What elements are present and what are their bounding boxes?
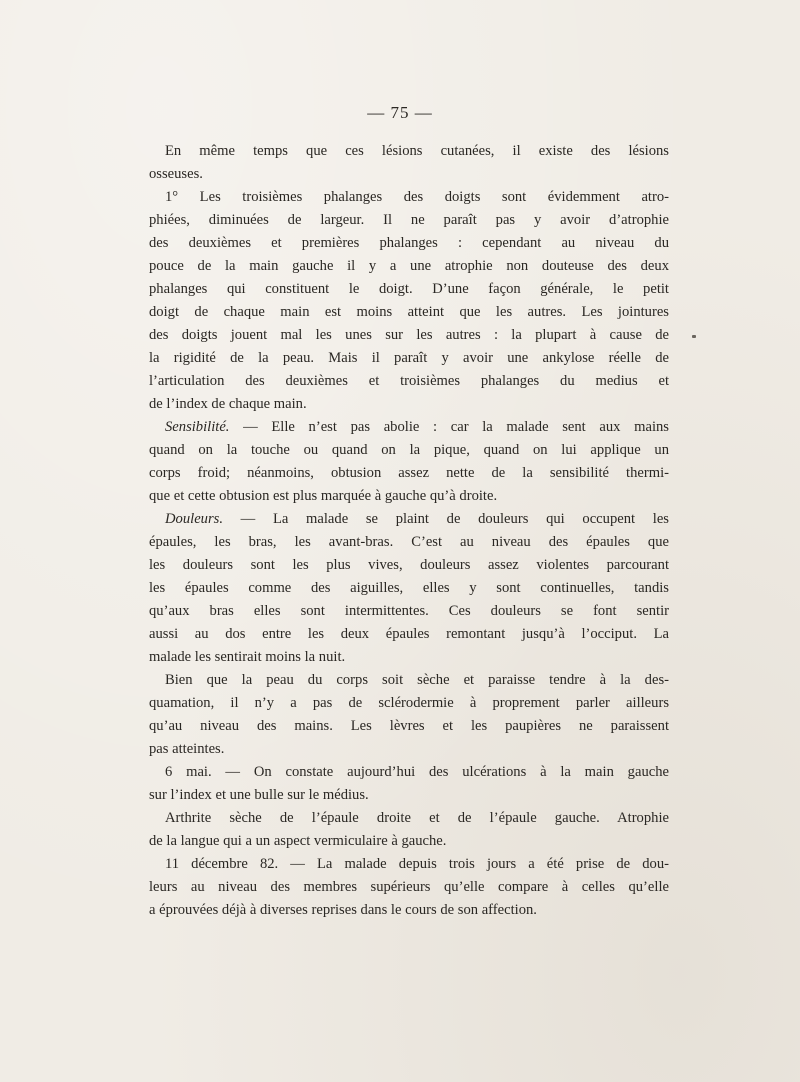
text-line: quamation, il n’y a pas de sclérodermie à proprement parler ailleurs <box>149 695 669 711</box>
section-heading: Sensibilité. <box>165 419 230 435</box>
text-line: les épaules comme des aiguilles, elles y sont continuelles, tandis <box>149 580 669 596</box>
text-line <box>149 508 669 531</box>
text-line: épaules, les bras, les avant-bras. C’est au niveau des épaules que <box>149 534 669 550</box>
text-line: leurs au niveau des membres supérieurs qu’elle compare à celles qu’elle <box>149 879 669 895</box>
text-line: les douleurs sont les plus vives, douleurs assez violentes parcourant <box>149 557 669 573</box>
text-line: Arthrite sèche de l’épaule droite et de l’épaule gauche. Atrophie <box>165 810 669 826</box>
text-line: aussi au dos entre les deux épaules remontant jusqu’à l’occiput. La <box>149 626 669 642</box>
text-line: 6 mai. — On constate aujourd’hui des ulcérations à la main gauche <box>165 764 669 780</box>
margin-speck <box>692 335 696 338</box>
body-text <box>149 140 669 922</box>
text-line: phalanges qui constituent le doigt. D’une façon générale, le petit <box>149 281 669 297</box>
text-line: phiées, diminuées de largeur. Il ne paraît pas y avoir d’atrophie <box>149 212 669 228</box>
text-line: que et cette obtusion est plus marquée à gauche qu’à droite. <box>149 488 498 504</box>
text-run: — La malade se plaint de douleurs qui occupent les <box>222 511 669 527</box>
text-line: la rigidité de la peau. Mais il paraît y avoir une ankylose réelle de <box>149 350 669 366</box>
paragraph <box>149 761 669 807</box>
text-line: Bien que la peau du corps soit sèche et paraisse tendre à la des- <box>165 672 669 688</box>
paragraph <box>149 416 669 508</box>
paragraph <box>149 669 669 761</box>
paragraph <box>149 853 669 922</box>
text-line: pouce de la main gauche il y a une atrophie non douteuse des deux <box>149 258 669 274</box>
text-line: l’articulation des deuxièmes et troisièmes phalanges du medius et <box>149 373 669 389</box>
text-run: — Elle n’est pas abolie : car la malade sent aux mains <box>229 419 669 435</box>
text-line: quand on la touche ou quand on la pique, quand on lui applique un <box>149 442 669 458</box>
paragraph <box>149 807 669 853</box>
text-line: sur l’index et une bulle sur le médius. <box>149 787 369 803</box>
text-line: osseuses. <box>149 166 203 182</box>
text-line: qu’au niveau des mains. Les lèvres et les paupières ne paraissent <box>149 718 669 734</box>
text-line: 1° Les troisièmes phalanges des doigts sont évidemment atro- <box>165 189 669 205</box>
text-line: corps froid; néanmoins, obtusion assez nette de la sensibilité thermi- <box>149 465 669 481</box>
text-line: 11 décembre 82. — La malade depuis trois jours a été prise de dou- <box>165 856 669 872</box>
text-line: de l’index de chaque main. <box>149 396 307 412</box>
paragraph <box>149 140 669 186</box>
text-line: qu’aux bras elles sont intermittentes. Ces douleurs se font sentir <box>149 603 669 619</box>
text-line: a éprouvées déjà à diverses reprises dans le cours de son affection. <box>149 902 537 918</box>
text-line: malade les sentirait moins la nuit. <box>149 649 346 665</box>
paragraph <box>149 186 669 416</box>
text-line <box>149 416 669 439</box>
text-line: des deuxièmes et premières phalanges : cependant au niveau du <box>149 235 669 251</box>
text-line: des doigts jouent mal les unes sur les autres : la plupart à cause de <box>149 327 669 343</box>
text-line: doigt de chaque main est moins atteint que les autres. Les jointures <box>149 304 669 320</box>
paragraph <box>149 508 669 669</box>
text-line: En même temps que ces lésions cutanées, il existe des lésions <box>165 143 669 159</box>
page-number: — 75 — <box>367 103 433 122</box>
text-line: de la langue qui a un aspect vermiculaire à gauche. <box>149 833 447 849</box>
section-heading: Douleurs. <box>165 511 223 527</box>
text-line: pas atteintes. <box>149 741 225 757</box>
